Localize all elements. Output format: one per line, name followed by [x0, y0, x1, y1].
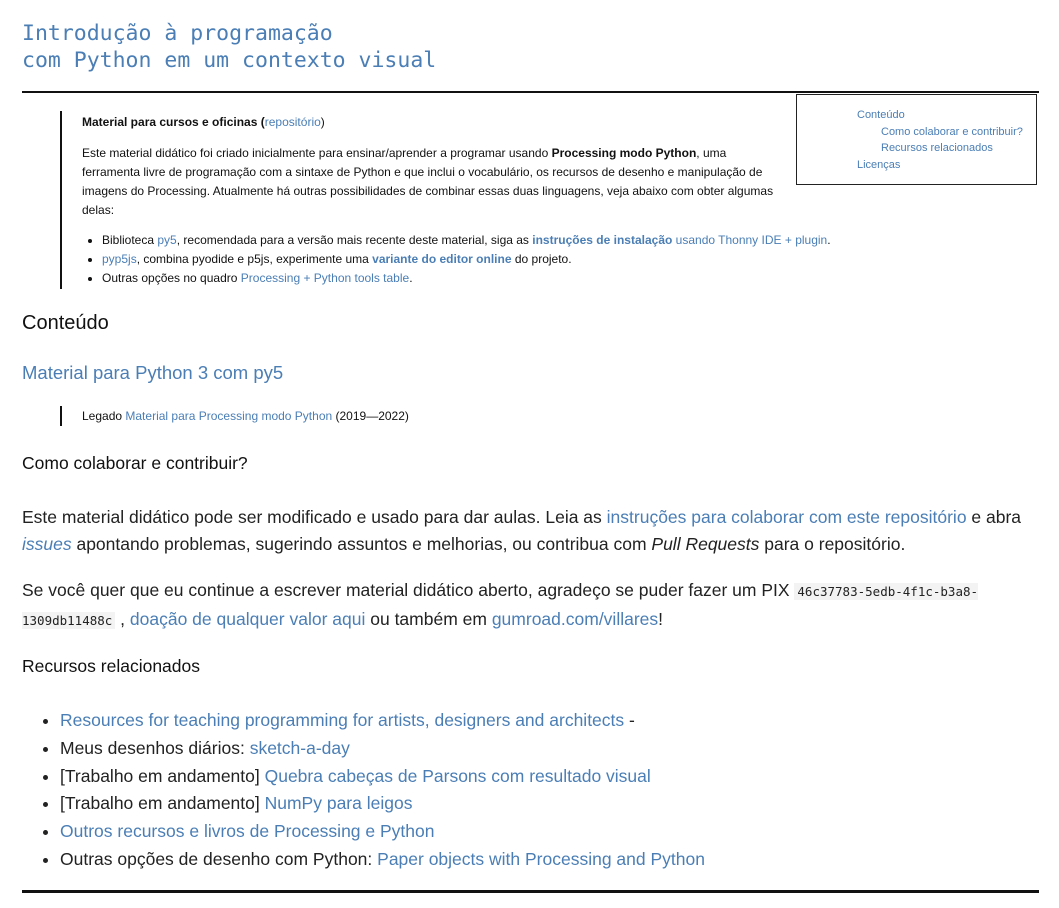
- repository-link[interactable]: repositório: [264, 115, 321, 129]
- toc-link-recursos-relacionados[interactable]: Recursos relacionados: [881, 142, 993, 154]
- conteudo-heading: Conteúdo: [22, 312, 109, 334]
- item-prefix: Outras opções de desenho com Python:: [60, 848, 378, 869]
- list-item: [102, 231, 860, 250]
- tools-table-link[interactable]: Processing + Python tools table: [240, 271, 410, 285]
- bullet-text: Biblioteca: [102, 233, 158, 247]
- bullet-text: do projeto.: [511, 252, 572, 266]
- install-instructions-link[interactable]: instruções de instalação: [532, 233, 673, 247]
- online-editor-link[interactable]: variante do editor online: [372, 252, 512, 266]
- pix-key-code: 46c37783-5edb-4f1c-b3a8-1309db11488c: [22, 584, 979, 628]
- bullet-text: .: [827, 233, 831, 247]
- bullet-text: Outras opções no quadro: [102, 271, 241, 285]
- sketch-a-day-link[interactable]: sketch-a-day: [249, 737, 350, 758]
- legacy-material-link[interactable]: Material para Processing modo Python: [125, 409, 333, 423]
- colaborar-paragraph: [22, 504, 1022, 557]
- other-resources-link[interactable]: Outros recursos e livros de Processing e Python: [60, 821, 435, 842]
- donation-paragraph: [22, 577, 1022, 634]
- intro-p2-bold: Processing modo Python: [551, 146, 697, 160]
- recursos-heading: Recursos relacionados: [22, 656, 201, 676]
- bullet-text: .: [409, 271, 413, 285]
- legacy-blockquote: [60, 406, 409, 426]
- toc-link-licencas[interactable]: Licenças: [857, 158, 901, 171]
- item-suffix: -: [624, 710, 635, 730]
- intro-options-list: [82, 231, 860, 288]
- issues-link[interactable]: issues: [22, 533, 72, 554]
- intro-p1-end: ): [320, 115, 325, 129]
- paper-objects-link[interactable]: Paper objects with Processing and Python: [377, 848, 705, 869]
- item-prefix: [Trabalho em andamento]: [60, 765, 265, 786]
- recursos-list: [22, 707, 705, 874]
- item-prefix: [Trabalho em andamento]: [60, 793, 265, 814]
- toc-link-conteudo[interactable]: Conteúdo: [857, 109, 905, 121]
- list-item: [60, 735, 705, 763]
- numpy-link[interactable]: NumPy para leigos: [264, 793, 413, 814]
- contribute-instructions-link[interactable]: instruções para colaborar com este repositório: [606, 507, 967, 527]
- intro-blockquote: [60, 111, 860, 289]
- paragraph-text: !: [658, 608, 664, 629]
- paragraph-text: ou também em: [365, 608, 492, 629]
- gumroad-link[interactable]: gumroad.com/villares: [491, 608, 659, 629]
- bullet-text: , combina pyodide e p5js, experimente uma: [136, 252, 373, 266]
- legacy-years: (2019—2022): [332, 409, 409, 423]
- bullet-text: , recomendada para a versão mais recente deste material, siga as: [176, 233, 533, 247]
- como-colaborar-heading: Como colaborar e contribuir?: [22, 453, 248, 473]
- list-item: [60, 763, 705, 791]
- donation-link[interactable]: doação de qualquer valor aqui: [129, 608, 366, 629]
- paragraph-text: Se você quer que eu continue a escrever material didático aberto, agradeço se puder fazer um PIX: [22, 580, 795, 600]
- header-divider: [22, 91, 1039, 93]
- resources-teaching-link[interactable]: Resources for teaching programming for artists, designers and architects: [60, 710, 625, 730]
- material-py5-link[interactable]: Material para Python 3 com py5: [22, 362, 284, 383]
- intro-p1-text: Material para cursos e oficinas (: [82, 115, 265, 129]
- legacy-text: Legado: [82, 409, 126, 423]
- intro-paragraph-1: [82, 113, 860, 132]
- paragraph-text: e abra: [966, 507, 1022, 527]
- list-item: [60, 790, 705, 818]
- list-item: [102, 269, 860, 288]
- paragraph-text: ,: [115, 608, 130, 629]
- py5-link[interactable]: py5: [157, 233, 177, 247]
- list-item: [60, 818, 705, 846]
- paragraph-text: para o repositório.: [759, 533, 906, 554]
- material-py5-heading: [22, 362, 283, 384]
- intro-paragraph-2: [82, 144, 782, 220]
- pull-requests-text: Pull Requests: [651, 533, 760, 554]
- intro-p2-text-b: , uma ferramenta livre de programação com a sintaxe de Python e que inclui o vocabulário, os recursos de desenho e manipulação de imagens do Processing. Atualmente há outras possibilidades de combinar essas duas linguagens, veja abaixo com obter algumas delas:: [82, 146, 774, 217]
- pyp5js-link[interactable]: pyp5js: [102, 252, 137, 266]
- intro-p2-text-a: Este material didático foi criado inicialmente para ensinar/aprender a programar usando: [82, 146, 552, 160]
- site-title[interactable]: [22, 20, 436, 74]
- site-title-line2[interactable]: com Python em um contexto visual: [22, 48, 437, 73]
- list-item: [60, 707, 705, 735]
- site-title-line1[interactable]: Introdução à programação: [22, 21, 333, 46]
- list-item: [60, 846, 705, 874]
- footer-divider: [22, 890, 1039, 893]
- paragraph-text: Este material didático pode ser modificado e usado para dar aulas. Leia as: [22, 507, 607, 527]
- thonny-plugin-link[interactable]: usando Thonny IDE + plugin: [675, 233, 828, 247]
- parsons-puzzles-link[interactable]: Quebra cabeças de Parsons com resultado visual: [264, 765, 651, 786]
- item-prefix: Meus desenhos diários:: [60, 737, 250, 758]
- toc-link-como-colaborar[interactable]: Como colaborar e contribuir?: [881, 125, 1023, 138]
- paragraph-text: apontando problemas, sugerindo assuntos e melhorias, ou contribua com: [71, 533, 652, 554]
- list-item: [102, 250, 860, 269]
